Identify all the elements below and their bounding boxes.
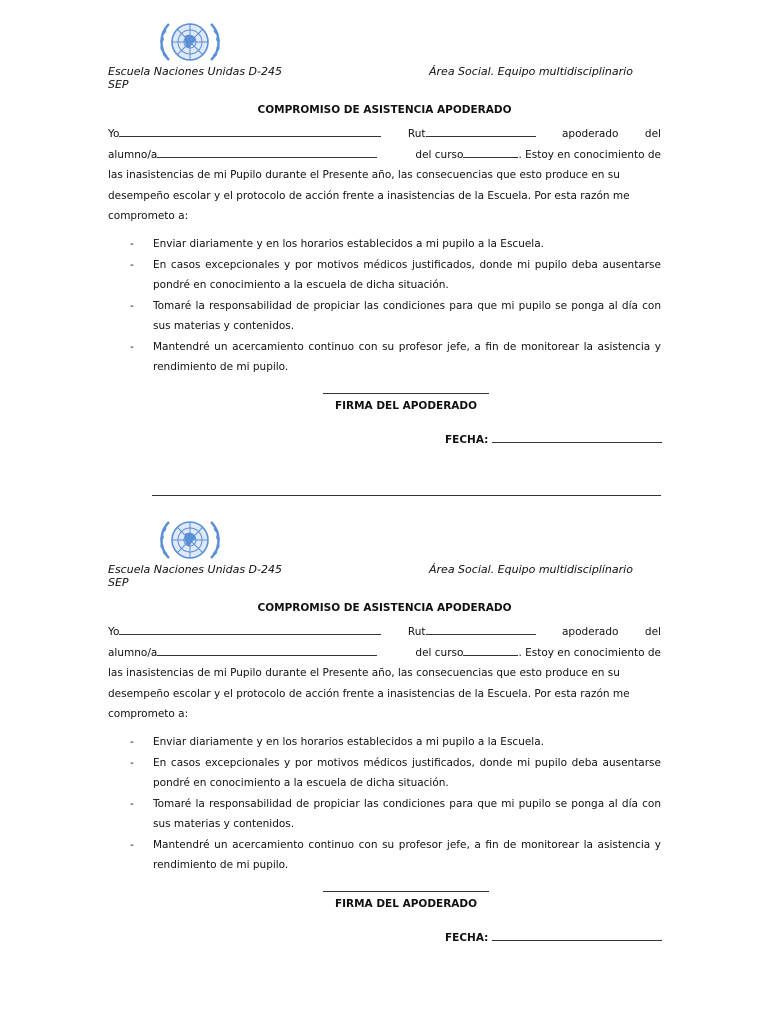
list-item: - Enviar diariamente y en los horarios establecidos a mi pupilo a la Escuela.	[130, 238, 544, 250]
list-item: - Tomaré la responsabilidad de propiciar las condiciones para que mi pupilo se ponga al día con sus materias y contenidos.	[130, 797, 661, 830]
list-item: - En casos excepcionales y por motivos médicos justificados, donde mi pupilo deba ausentarse pondré en conocimiento a la escuela de dicha situación.	[130, 258, 661, 291]
name-blank[interactable]	[119, 624, 381, 635]
form-title: COMPROMISO DE ASISTENCIA APODERADO	[257, 602, 512, 614]
date-field: FECHA:	[445, 930, 662, 944]
course-blank[interactable]	[463, 147, 518, 158]
body-line-1: Yo Rut apoderado del	[108, 128, 661, 140]
un-emblem-icon	[155, 518, 225, 566]
form-body	[108, 622, 661, 725]
form-body	[108, 124, 661, 227]
body-line-1: Yo Rut apoderado del	[108, 626, 661, 638]
rut-blank[interactable]	[426, 624, 536, 635]
body-line-4: desempeño escolar y el protocolo de acción frente a inasistencias de la Escuela. Por esta razón me	[108, 687, 630, 700]
school-name: Escuela Naciones Unidas D-245	[108, 563, 282, 576]
list-item: - Tomaré la responsabilidad de propiciar las condiciones para que mi pupilo se ponga al día con sus materias y contenidos.	[130, 299, 661, 332]
signature-line[interactable]	[323, 891, 489, 892]
list-item: - Mantendré un acercamiento continuo con su profesor jefe, a fin de monitorear la asistencia y rendimiento de mi pupilo.	[130, 838, 661, 871]
un-emblem-icon	[155, 20, 225, 68]
body-line-2: alumno/a del curso . Estoy en conocimiento de	[108, 148, 661, 161]
signature-line[interactable]	[323, 393, 489, 394]
body-line-5: comprometo a:	[108, 210, 189, 222]
cut-divider	[152, 495, 661, 496]
date-blank[interactable]	[492, 432, 662, 443]
body-line-3: las inasistencias de mi Pupilo durante el Presente año, las consecuencias que esto produce en su	[108, 169, 620, 181]
list-item: - Mantendré un acercamiento continuo con su profesor jefe, a fin de monitorear la asistencia y rendimiento de mi pupilo.	[130, 340, 661, 373]
student-blank[interactable]	[157, 147, 377, 158]
body-line-4: desempeño escolar y el protocolo de acción frente a inasistencias de la Escuela. Por esta razón me	[108, 189, 630, 202]
date-field: FECHA:	[445, 432, 662, 446]
rut-blank[interactable]	[426, 126, 536, 137]
signature-label: FIRMA DEL APODERADO	[334, 898, 478, 910]
area-name: Área Social. Equipo multidisciplinario	[429, 563, 633, 576]
commitment-list	[108, 234, 661, 378]
commitment-list	[108, 732, 661, 876]
student-blank[interactable]	[157, 645, 377, 656]
school-name: Escuela Naciones Unidas D-245	[108, 65, 282, 78]
name-blank[interactable]	[119, 126, 381, 137]
body-line-5: comprometo a:	[108, 708, 189, 720]
list-item: - Enviar diariamente y en los horarios establecidos a mi pupilo a la Escuela.	[130, 736, 544, 748]
area-name: Área Social. Equipo multidisciplinario	[429, 65, 633, 78]
form-title: COMPROMISO DE ASISTENCIA APODERADO	[257, 104, 512, 116]
course-blank[interactable]	[463, 645, 518, 656]
sep-label: SEP	[108, 576, 129, 589]
date-blank[interactable]	[492, 930, 662, 941]
list-item: - En casos excepcionales y por motivos médicos justificados, donde mi pupilo deba ausentarse pondré en conocimiento a la escuela de dicha situación.	[130, 756, 661, 789]
body-line-3: las inasistencias de mi Pupilo durante el Presente año, las consecuencias que esto produce en su	[108, 667, 620, 679]
sep-label: SEP	[108, 78, 129, 91]
body-line-2: alumno/a del curso . Estoy en conocimiento de	[108, 646, 661, 659]
signature-label: FIRMA DEL APODERADO	[334, 400, 478, 412]
